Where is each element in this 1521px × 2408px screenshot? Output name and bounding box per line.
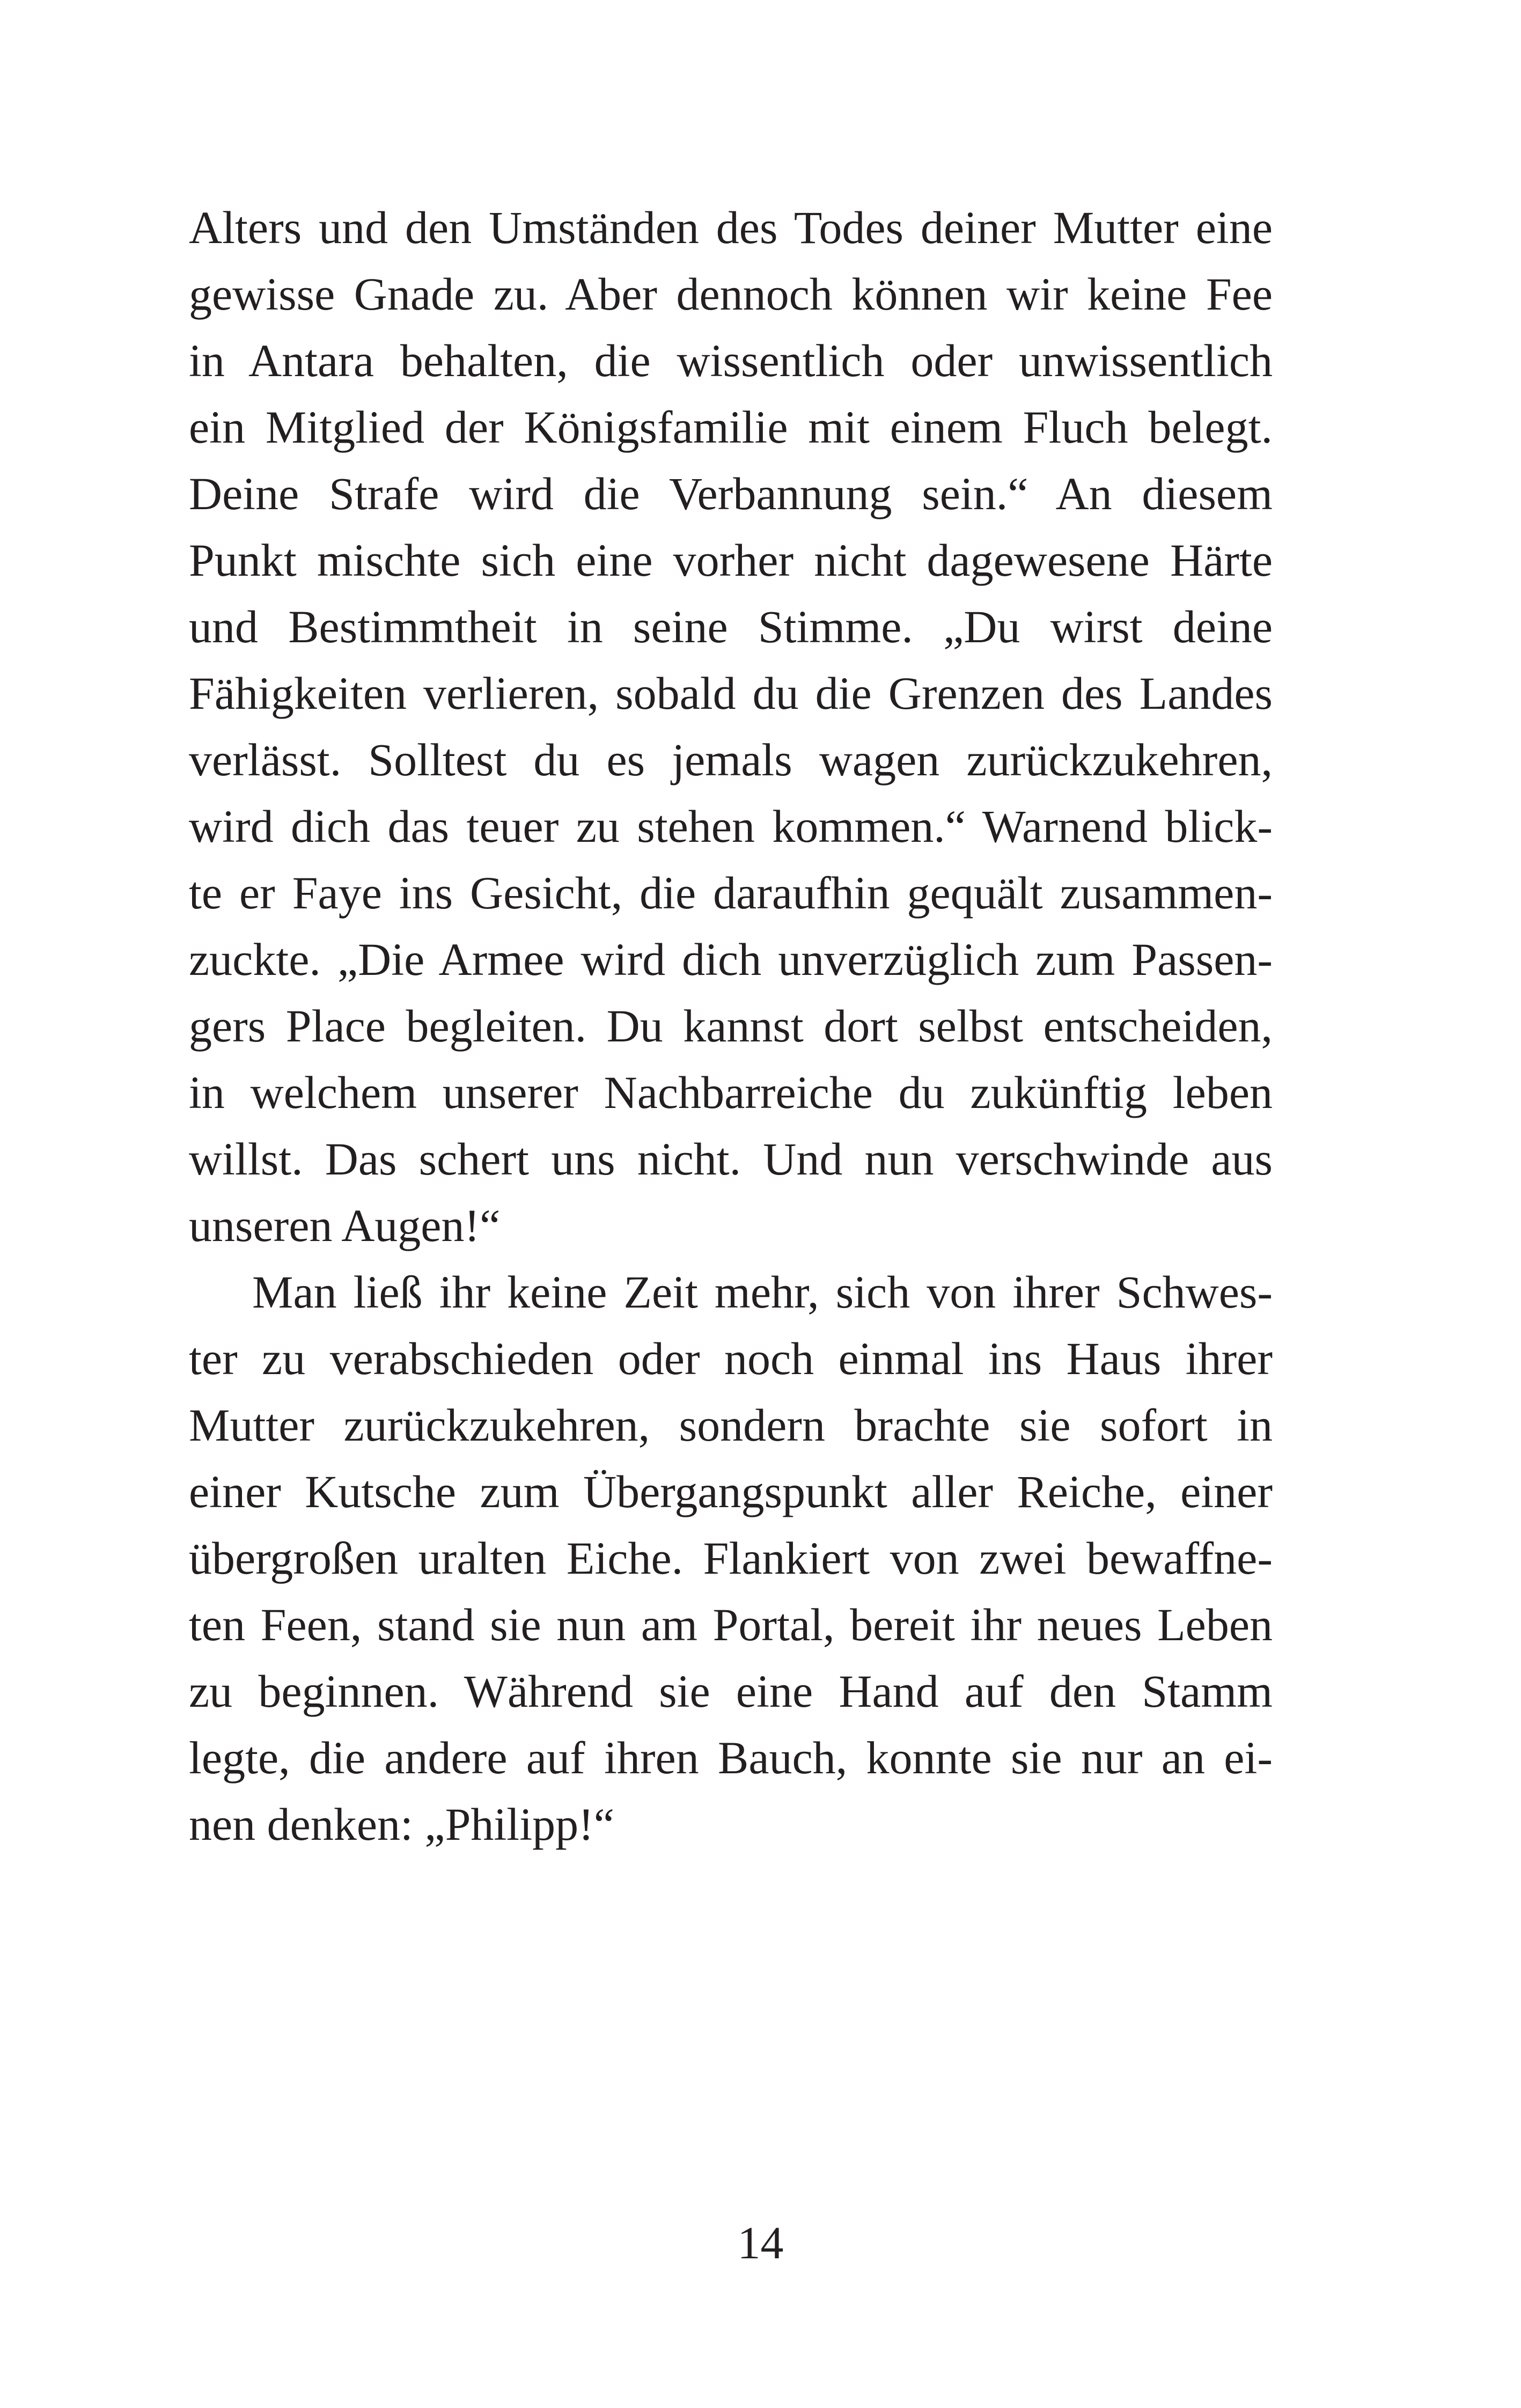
text-line: Man ließ ihr keine Zeit mehr, sich von ihrer Schwes-: [252, 1266, 1273, 1318]
text-line: te er Faye ins Gesicht, die daraufhin gequält zusammen-: [189, 867, 1273, 919]
text-line: und Bestimmtheit in seine Stimme. „Du wirst deine: [189, 601, 1273, 652]
text-line: verlässt. Solltest du es jemals wagen zurückzukehren,: [189, 734, 1273, 785]
text-line: legte, die andere auf ihren Bauch, konnte sie nur an ei-: [189, 1732, 1273, 1783]
text-line: einer Kutsche zum Übergangspunkt aller Reiche, einer: [189, 1466, 1273, 1517]
text-line: übergroßen uralten Eiche. Flankiert von zwei bewaffne-: [189, 1532, 1273, 1584]
text-line: ten Feen, stand sie nun am Portal, bereit ihr neues Leben: [189, 1599, 1273, 1650]
text-line: ein Mitglied der Königsfamilie mit einem Fluch belegt.: [189, 401, 1273, 453]
text-line: in Antara behalten, die wissentlich oder unwissentlich: [189, 335, 1273, 386]
text-line: nen denken: „Philipp!“: [189, 1798, 614, 1850]
text-line: willst. Das schert uns nicht. Und nun verschwinde aus: [189, 1133, 1273, 1185]
text-line: gers Place begleiten. Du kannst dort selbst entscheiden,: [189, 1000, 1273, 1052]
page-number: 14: [737, 2217, 784, 2268]
text-line: Alters und den Umständen des Todes deiner Mutter eine: [189, 202, 1273, 253]
paragraph-1: [189, 194, 1273, 1259]
text-line: zuckte. „Die Armee wird dich unverzüglich zum Passen-: [189, 934, 1273, 985]
text-line: Punkt mischte sich eine vorher nicht dagewesene Härte: [189, 534, 1273, 586]
text-line: in welchem unserer Nachbarreiche du zukünftig leben: [189, 1067, 1273, 1118]
text-line: unseren Augen!“: [189, 1200, 501, 1251]
text-line: ter zu verabschieden oder noch einmal ins Haus ihrer: [189, 1333, 1273, 1384]
text-line: Deine Strafe wird die Verbannung sein.“ An diesem: [189, 468, 1273, 519]
text-line: Fähigkeiten verlieren, sobald du die Grenzen des Landes: [189, 667, 1273, 719]
text-line: zu beginnen. Während sie eine Hand auf den Stamm: [189, 1665, 1273, 1717]
text-line: Mutter zurückzukehren, sondern brachte sie sofort in: [189, 1399, 1273, 1451]
paragraph-2: [189, 1259, 1273, 1858]
text-line: wird dich das teuer zu stehen kommen.“ Warnend blick-: [189, 801, 1273, 852]
text-line: gewisse Gnade zu. Aber dennoch können wir keine Fee: [189, 268, 1273, 320]
body-text: [189, 194, 1273, 1858]
